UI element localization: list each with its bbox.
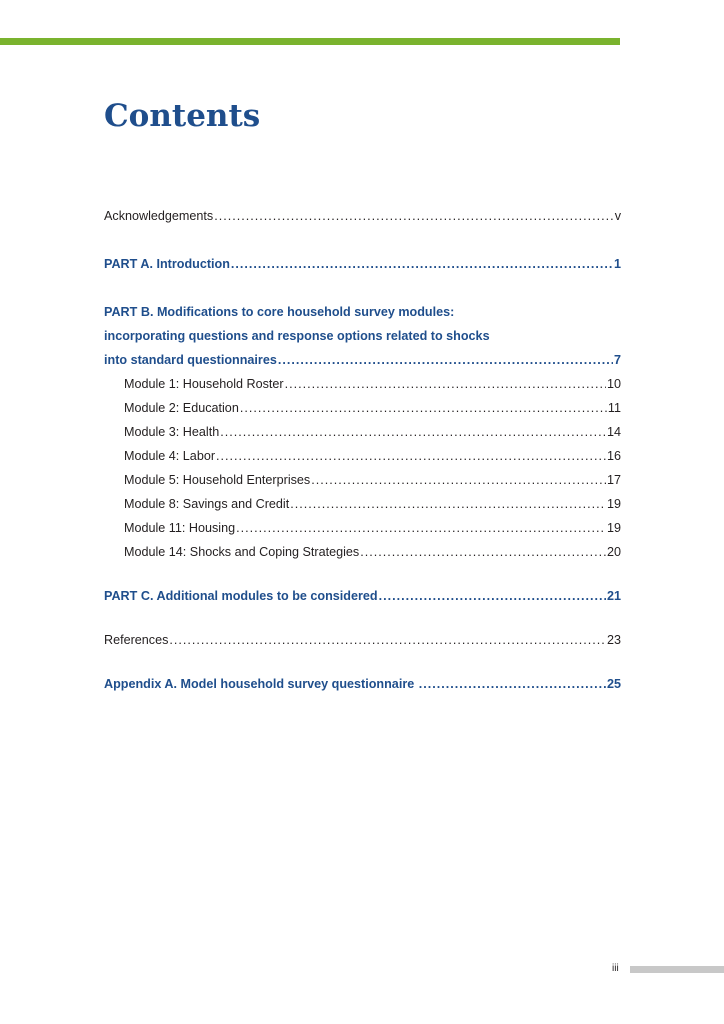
toc-entry-page: 7	[613, 353, 621, 367]
toc-entry-page: 17	[606, 473, 621, 487]
toc-entry-page: 20	[606, 545, 621, 559]
toc-entry-label: PART A. Introduction	[104, 257, 230, 271]
toc-entry-module-14[interactable]	[104, 540, 621, 564]
toc-entry-page: 10	[606, 377, 621, 391]
dot-leader	[290, 492, 606, 516]
toc-entry-page: 1	[613, 257, 621, 271]
toc-entry-label: References	[104, 633, 169, 647]
toc-entry-module-4[interactable]	[104, 444, 621, 468]
toc-entry-acknowledgements[interactable]	[104, 204, 621, 228]
toc-entry-label: Module 4: Labor	[124, 449, 216, 463]
top-accent-bar	[0, 38, 620, 45]
toc-entry-page: 21	[606, 589, 621, 603]
toc-entry-label: Module 3: Health	[124, 425, 220, 439]
toc-entry-label: into standard questionnaires	[104, 353, 277, 367]
dot-leader	[278, 348, 613, 372]
toc-entry-module-5[interactable]	[104, 468, 621, 492]
toc-entry-label: Module 2: Education	[124, 401, 239, 415]
toc-entry-part-c[interactable]	[104, 584, 621, 608]
dot-leader	[220, 420, 606, 444]
dot-leader	[169, 628, 606, 652]
dot-leader	[360, 540, 606, 564]
dot-leader	[379, 584, 606, 608]
dot-leader	[216, 444, 606, 468]
toc-part-b-line-2[interactable]: incorporating questions and response options related to shocks	[104, 329, 490, 343]
dot-leader	[236, 516, 606, 540]
toc-entry-page: 19	[606, 521, 621, 535]
toc-entry-references[interactable]	[104, 628, 621, 652]
toc-part-b-line-1[interactable]: PART B. Modifications to core household survey modules:	[104, 305, 455, 319]
toc-entry-label: Module 1: Household Roster	[124, 377, 284, 391]
toc-entry-page: 23	[606, 633, 621, 647]
toc-entry-label: Module 11: Housing	[124, 521, 236, 535]
dot-leader	[214, 204, 613, 228]
toc-entry-label: Appendix A. Model household survey questionnaire	[104, 677, 418, 691]
toc-entry-label: Module 14: Shocks and Coping Strategies	[124, 545, 360, 559]
toc-entry-module-11[interactable]	[104, 516, 621, 540]
toc-entry-page: 25	[606, 677, 621, 691]
toc-entry-label: Module 8: Savings and Credit	[124, 497, 290, 511]
footer-accent-bar	[630, 966, 724, 973]
toc-entry-module-1[interactable]	[104, 372, 621, 396]
toc-entry-part-b[interactable]	[104, 348, 621, 372]
toc-entry-label: Module 5: Household Enterprises	[124, 473, 311, 487]
page-title: Contents	[104, 98, 261, 134]
toc-entry-page: 19	[606, 497, 621, 511]
page-number: iii	[612, 963, 619, 974]
toc-entry-appendix-a[interactable]	[104, 672, 621, 696]
toc-entry-module-3[interactable]	[104, 420, 621, 444]
toc-entry-part-a[interactable]	[104, 252, 621, 276]
table-of-contents	[104, 204, 621, 696]
toc-entry-label: PART C. Additional modules to be considered	[104, 589, 378, 603]
toc-entry-module-2[interactable]	[104, 396, 621, 420]
toc-entry-module-8[interactable]	[104, 492, 621, 516]
dot-leader	[311, 468, 606, 492]
toc-entry-page: 14	[606, 425, 621, 439]
dot-leader	[231, 252, 613, 276]
toc-entry-page: 16	[606, 449, 621, 463]
toc-entry-page: v	[614, 209, 621, 223]
dot-leader	[285, 372, 606, 396]
toc-entry-label: Acknowledgements	[104, 209, 214, 223]
dot-leader	[240, 396, 607, 420]
toc-entry-page: 11	[607, 401, 621, 415]
dot-leader	[419, 672, 606, 696]
